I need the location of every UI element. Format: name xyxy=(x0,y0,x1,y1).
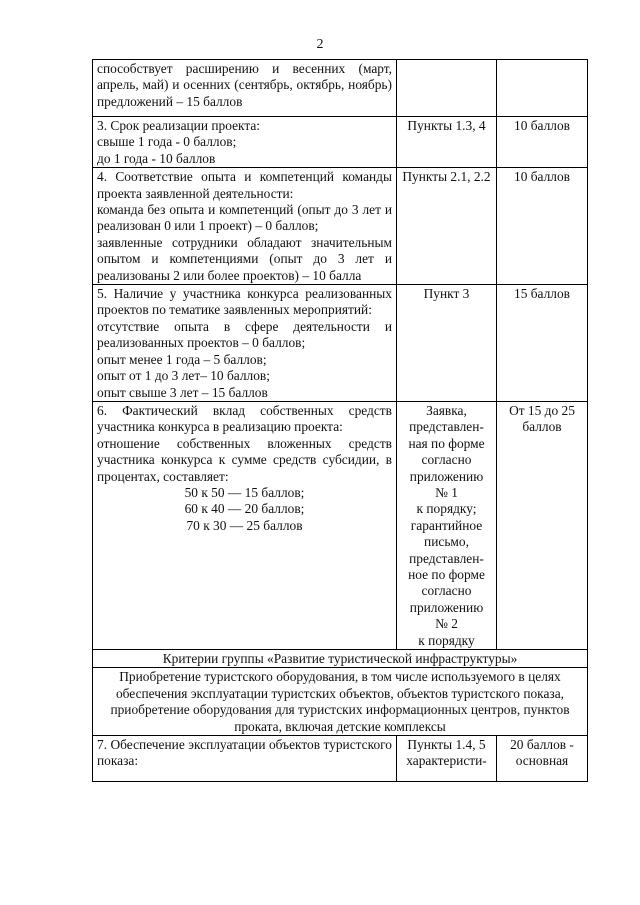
source-line: № 2 xyxy=(435,616,458,632)
criterion-title: 7. Обеспечение эксплуатации объектов туристского показа: xyxy=(97,737,392,769)
criterion-cell xyxy=(93,117,397,168)
source-line: приложению xyxy=(409,468,484,484)
criterion-option: отношение собственных вложенных средств участника конкурса к сумме средств субсидии, в процентах, составляет: xyxy=(97,435,392,484)
criterion-option: до 1 года - 10 баллов xyxy=(97,150,216,166)
source-line: гарантийное xyxy=(410,517,483,533)
table-row xyxy=(93,285,588,402)
score-cell: От 15 до 25 баллов xyxy=(497,401,588,649)
source-line: представлен- xyxy=(409,550,484,566)
source-line: письмо, xyxy=(424,534,469,550)
table-row xyxy=(93,60,588,117)
criterion-title: 5. Наличие у участника конкурса реализованных проектов по тематике заявленных мероприятий: xyxy=(97,286,392,318)
score-cell: 10 баллов xyxy=(497,168,588,285)
criterion-cell xyxy=(93,168,397,285)
source-cell xyxy=(397,60,497,117)
group-subheader-row xyxy=(93,668,588,736)
source-cell: Пункты 1.3, 4 xyxy=(397,117,497,168)
score-cell xyxy=(497,60,588,117)
criterion-title: 4. Соответствие опыта и компетенций команды проекта заявленной деятельности: xyxy=(97,169,392,201)
ratio-line: 50 к 50 — 15 баллов; xyxy=(184,484,305,500)
criterion-option: опыт от 1 до 3 лет– 10 баллов; xyxy=(97,368,270,384)
criterion-option: отсутствие опыта в сфере деятельности и реализованных проектов – 0 баллов; xyxy=(97,318,392,351)
criteria-table xyxy=(92,59,588,782)
source-text: Пункты 1.4, 5 характеристи- xyxy=(406,737,487,769)
source-line: согласно xyxy=(421,583,472,599)
source-line: ное по форме xyxy=(408,566,485,582)
group-subheader: Приобретение туристского оборудования, в том числе используемого в целях обеспечения эксплуатации туристских объектов, объектов туристского показа, приобретение оборудования для туристских информационных центров, пунктов проката, включая детские комплексы xyxy=(93,668,588,736)
score-cell xyxy=(497,736,588,782)
source-line: к порядку xyxy=(418,632,475,648)
criterion-option: опыт свыше 3 лет – 15 баллов xyxy=(97,384,268,400)
criterion-option: свыше 1 года - 0 баллов; xyxy=(97,134,237,150)
source-line: представлен- xyxy=(409,419,484,435)
criterion-option: команда без опыта и компетенций (опыт до 3 лет и реализован 0 или 1 проект) – 0 баллов; xyxy=(97,202,392,234)
table-row xyxy=(93,401,588,649)
source-cell: Пункт 3 xyxy=(397,285,497,402)
criterion-cell xyxy=(93,736,397,782)
source-line: к порядку; xyxy=(416,501,477,517)
page-number: 2 xyxy=(316,37,324,52)
score-text: 20 баллов - основная xyxy=(510,737,574,769)
ratio-line: 60 к 40 — 20 баллов; xyxy=(184,501,305,517)
criterion-text: способствует расширению и весенних (март, апрель, май) и осенних (сентябрь, октябрь, ноябрь) предложений – 15 баллов xyxy=(97,61,392,109)
score-cell: 10 баллов xyxy=(497,117,588,168)
table-row xyxy=(93,168,588,285)
criterion-option: заявленные сотрудники обладают значительным опытом и компетенциями (опыт до 3 лет и реализованы 2 или более проектов) – 10 балла xyxy=(97,234,392,283)
criterion-cell xyxy=(93,60,397,117)
criterion-cell xyxy=(93,401,397,649)
criterion-cell xyxy=(93,285,397,402)
source-line: № 1 xyxy=(435,484,458,500)
criterion-title: 3. Срок реализации проекта: xyxy=(97,118,261,133)
table-row xyxy=(93,736,588,782)
source-line: согласно xyxy=(421,452,472,468)
source-line: приложению xyxy=(409,599,484,615)
source-line: ная по форме xyxy=(408,435,485,451)
criterion-title: 6. Фактический вклад собственных средств участника конкурса в реализацию проекта: xyxy=(97,402,392,435)
table-row xyxy=(93,117,588,168)
group-header: Критерии группы «Развитие туристической инфраструктуры» xyxy=(93,650,588,668)
score-cell: 15 баллов xyxy=(497,285,588,402)
criterion-option: опыт менее 1 года – 5 баллов; xyxy=(97,351,267,367)
source-cell xyxy=(397,736,497,782)
source-cell: Пункты 2.1, 2.2 xyxy=(397,168,497,285)
source-cell xyxy=(397,401,497,649)
group-header-row xyxy=(93,650,588,668)
ratio-list xyxy=(97,485,392,534)
ratio-line: 70 к 30 — 25 баллов xyxy=(186,517,303,533)
source-line: Заявка, xyxy=(426,402,467,418)
